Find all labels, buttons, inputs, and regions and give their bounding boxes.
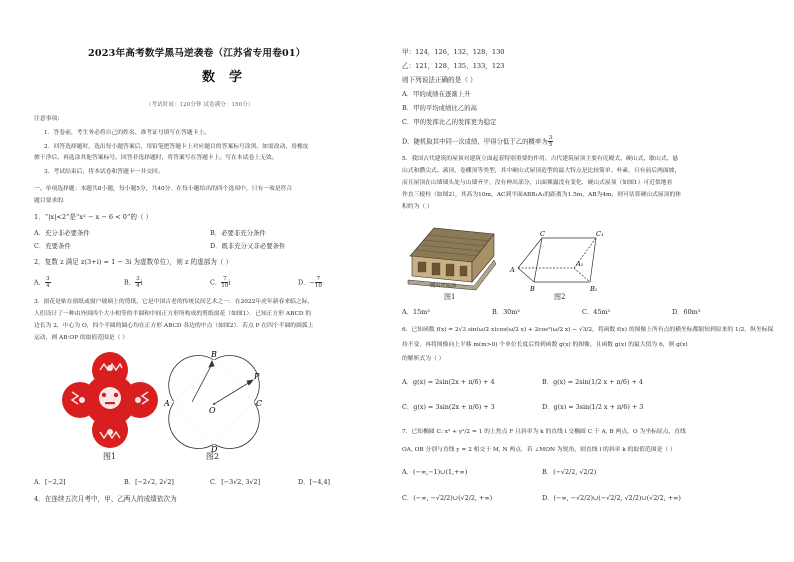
q5-house-figure bbox=[406, 218, 498, 292]
q4-option-a: A．甲的成绩在逐渐上升 bbox=[402, 90, 471, 98]
q4-stem-2: 则下列说法正确的是（ ） bbox=[402, 76, 477, 84]
q5-prism-figure bbox=[504, 230, 614, 294]
q7-line-1: 7．已知椭圆 C: x² + y²/2 = 1 的上焦点 F 且斜率为 k 的直线 l 交椭圆 C 于 A, B 两点，O 为坐标原点，直线 bbox=[402, 429, 686, 435]
point-d-label: D bbox=[211, 445, 218, 452]
q6-line-3: 的解析式为（ ） bbox=[402, 356, 445, 362]
right-column bbox=[400, 0, 772, 562]
q3-option-c: C．[−3√2, 3√2] bbox=[210, 478, 261, 486]
q4-data-b: 乙：121，128，135，133，123 bbox=[402, 62, 505, 70]
q5-line-2: 山式和攒尖式、盝顶、卷棚顶等类型，其中硬山式屋顶造型的最大特点是比较简单、朴素，只有前后两面坡， bbox=[402, 168, 681, 174]
vector-op-head bbox=[247, 380, 253, 385]
prism-b1-label: B₁ bbox=[590, 285, 598, 293]
q5-option-d: D．60m³ bbox=[672, 308, 701, 316]
vector-ab bbox=[192, 364, 212, 402]
prism-c-label: C bbox=[540, 230, 545, 238]
prism-a1-label: A₁ bbox=[576, 260, 584, 268]
q1-option-a: A．充分非必要条件 bbox=[34, 229, 90, 237]
q4-option-c: C．甲的发挥比乙的发挥更为稳定 bbox=[402, 118, 497, 126]
q3-line-2: 人们设计了一种由外围四个大小相等的半圆和中间正方形所构成的剪纸窗花（如图1）．已知正方形 ABCD 的 bbox=[34, 311, 312, 317]
q4-option-b: B．甲的平均成绩比乙的高 bbox=[402, 104, 477, 112]
q2-option-c: C． $\frac{7}{10}$ i bbox=[210, 276, 231, 289]
section1-heading: 一、单项选择题：本题共8小题，每小题5分，共40分．在每小题给出的四个选项中，只有一项是符合 bbox=[34, 186, 293, 192]
q2-option-a: A． $\frac{3}{4}$ bbox=[34, 276, 50, 289]
q5-fig1-label: 图1 bbox=[444, 293, 456, 301]
q3-papercut-figure bbox=[60, 352, 160, 448]
left-column bbox=[28, 0, 388, 562]
q5-line-3: 而且屋顶在山墙墙头处与山墙齐平，没有伸出部分，山面裸露没有变化．硬山式屋顶（如图1）可近似地看 bbox=[402, 180, 673, 186]
q3-option-d: D．[−4,4] bbox=[298, 478, 331, 486]
semicircle-bc bbox=[214, 355, 259, 402]
instruction-1: 1．答卷前，考生务必将自己的姓名、准考证号填写在答题卡上。 bbox=[44, 130, 211, 136]
q5-fig2-label: 图2 bbox=[554, 293, 566, 301]
q7-line-2: OA, OB 分别与直线 y = 2 相交于 M, N 两点．若 ∠MON 为锐角，则直线 l 的斜率 k 的取值范围是（ ） bbox=[402, 447, 676, 453]
exam-info: （考试时间：120分钟 试卷满分：150分） bbox=[146, 102, 254, 108]
q5-option-c: C．45m³ bbox=[582, 308, 611, 316]
point-c-label: C bbox=[256, 399, 263, 408]
q3-line-4: 运动，则 AB·OP 的取值范围是（ ） bbox=[34, 335, 129, 341]
q5-line-5: 积约为（ ） bbox=[402, 204, 433, 210]
instructions-heading: 注意事项： bbox=[34, 116, 63, 122]
q1-option-c: C．充要条件 bbox=[34, 242, 71, 250]
instruction-2-cont: 擦干净后，再选涂其他答案标号。回答非选择题时，将答案写在答题卡上。写在本试卷上无效。 bbox=[34, 155, 278, 161]
q7-option-d: D．(−∞, −√2/2)∪(−√2/2, √2/2)∪(√2/2, +∞) bbox=[542, 494, 681, 502]
q2-option-b: B． $\frac{3}{4}$ i bbox=[124, 276, 143, 289]
q4-data-a: 甲：124，126，132，128，130 bbox=[402, 48, 505, 56]
q3-fig1-label: 图1 bbox=[103, 452, 117, 461]
q7-option-c: C．(−∞, −√2/2)∪(√2/2, +∞) bbox=[402, 494, 493, 502]
q6-line-1: 6．已知函数 f(x) = 2√3 sin(ω/2 x)cos(ω/2 x) + 2cos²(ω/2 x) − √3/2，将函数 f(x) 的图像上所有点的横坐标都缩短到原来的 1/2，纵坐标保 bbox=[402, 327, 774, 333]
semicircle-da bbox=[169, 402, 214, 449]
q3-option-a: A．[−2,2] bbox=[34, 478, 66, 486]
point-o-label: O bbox=[209, 406, 216, 415]
q7-option-b: B．(−√2/2, √2/2) bbox=[542, 468, 597, 476]
prism-b-label: B bbox=[530, 285, 535, 293]
point-a-label: A bbox=[164, 399, 170, 408]
q5-line-1: 5．我国古代建筑的屋顶对建筑立面起着特别重要的作用，古代建筑屋顶主要有庑殿式、硬山式、歇山式、悬 bbox=[402, 156, 679, 162]
q1-option-d: D．既非充分又非必要条件 bbox=[210, 242, 286, 250]
q4-option-d: D．随机取其中同一次成绩，甲得分低于乙的概率为 $\frac{3}{5}$ bbox=[402, 135, 553, 148]
q2-stem: 2．复数 z 满足 z(3+i) = 1 − 3i 为虚数单位），则 z 的虚部为（ ） bbox=[34, 258, 233, 266]
q6-option-d: D．g(x) = 3sin(1/2 x + π/6) + 3 bbox=[542, 403, 644, 411]
q7-option-a: A．(−∞,−1)∪(1,+∞) bbox=[402, 468, 468, 476]
q1-stem: 1．“|x|<2”是“x² − x − 6 < 0”的（ ） bbox=[34, 213, 153, 221]
exam-title: 2023年高考数学黑马逆袭卷（江苏省专用卷01） bbox=[88, 48, 306, 59]
prism-c1-label: C₁ bbox=[596, 230, 604, 238]
q1-option-b: B．必要非充分条件 bbox=[210, 229, 266, 237]
q3-fig2-label: 图2 bbox=[206, 452, 220, 461]
q3-line-1: 3．窗花是贴在窗纸或窗户玻璃上的剪纸，它是中国古老的传统民间艺术之一．在2022年虎年新春来临之际， bbox=[34, 299, 314, 305]
instruction-2: 2．回答选择题时，选出每小题答案后，用铅笔把答题卡上对应题目的答案标号涂黑。如需改动，用橡皮 bbox=[44, 144, 309, 150]
subject-title: 数学 bbox=[202, 70, 257, 85]
q6-line-2: 持不变，再将图像向上平移 m(m>0) 个单位长度后得到函数 g(x) 的图像，且函数 g(x) 的最大值为 6，则 g(x) bbox=[402, 342, 688, 348]
q3-option-b: B．[−2√2, 2√2] bbox=[124, 478, 174, 486]
point-p-label: P bbox=[254, 372, 260, 381]
semicircle-ab bbox=[169, 355, 214, 402]
instruction-3: 3．考试结束后，将本试卷和答题卡一并交回。 bbox=[44, 169, 164, 175]
prism-a-label: A bbox=[510, 266, 515, 274]
q3-line-3: 边长为 2，中心为 O，四个半圆的圆心均在正方形 ABCD 各边的中点（如图2）．若点 P 在四个半圆的圆弧上 bbox=[34, 323, 314, 329]
q6-option-c: C．g(x) = 3sin(2x + π/6) + 3 bbox=[402, 403, 495, 411]
q5-fig1-caption: 硬山式屋顶 bbox=[430, 283, 456, 289]
q5-line-4: 作直三棱柱（如图2），其高为10m，AC到平面ABB₁A₁的距离为1.5m，AB为4m，则可估算硬山式屋顶的体 bbox=[402, 192, 682, 198]
q5-option-b: B．30m³ bbox=[492, 308, 520, 316]
q6-option-a: A．g(x) = 2sin(2x + π/6) + 4 bbox=[402, 378, 495, 386]
point-b-label: B bbox=[211, 350, 217, 359]
q3-geometry-figure bbox=[162, 348, 272, 452]
q6-option-b: B．g(x) = 2sin(1/2 x + π/6) + 4 bbox=[542, 378, 643, 386]
semicircle-cd bbox=[214, 402, 259, 449]
section1-heading-cont: 题目要求的． bbox=[34, 198, 69, 204]
q2-option-d: D．− $\frac{7}{10}$ bbox=[298, 276, 322, 289]
q4-stem: 4．在连续五次月考中，甲、乙两人的成绩依次为 bbox=[34, 495, 177, 503]
q5-option-a: A．15m³ bbox=[402, 308, 430, 316]
square-abcd bbox=[174, 360, 254, 444]
